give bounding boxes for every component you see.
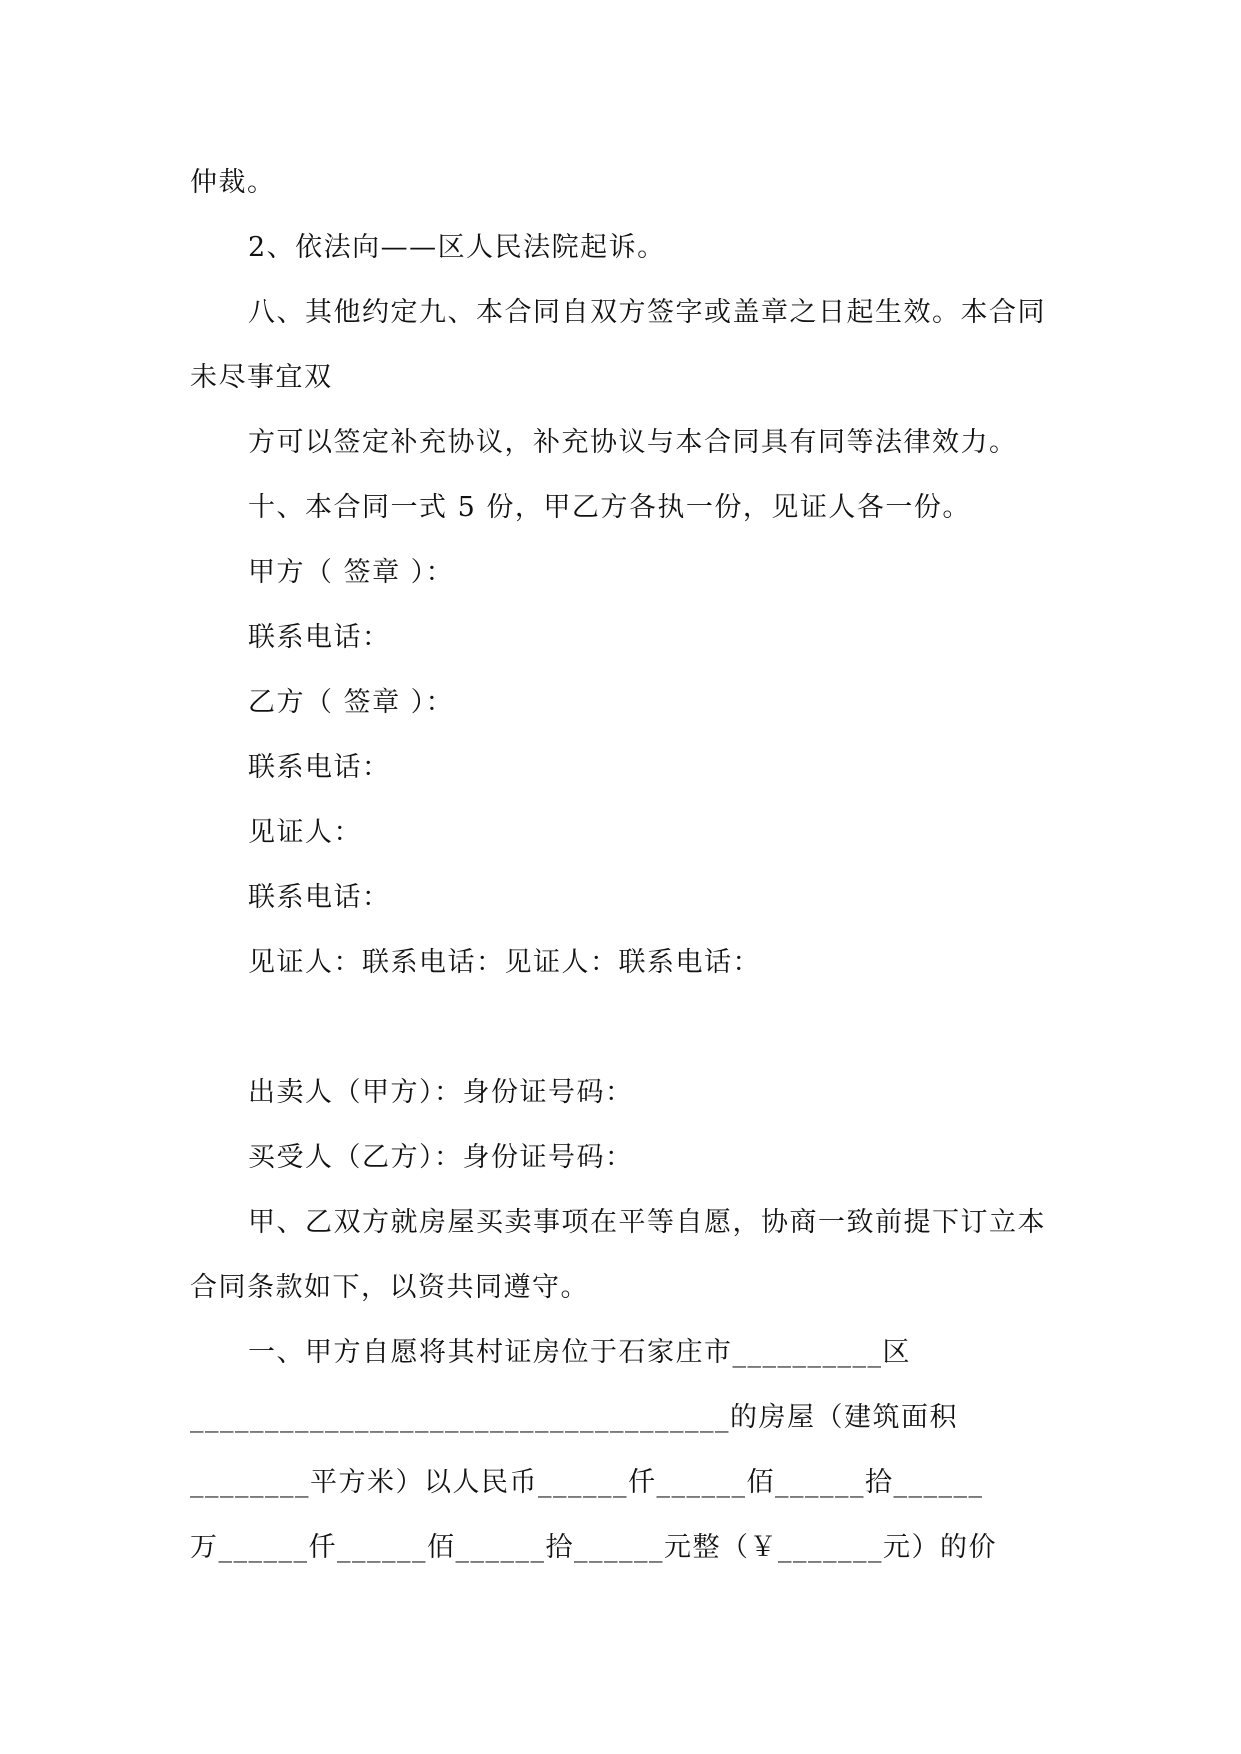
text-line: 乙方（ 签章 ）： xyxy=(248,687,455,718)
text-line: 甲、乙双方就房屋买卖事项在平等自愿，协商一致前提下订立本 xyxy=(248,1207,1046,1238)
text-line: 联系电话： xyxy=(248,622,391,653)
text-line: ____________________________________的房屋（建筑面积 xyxy=(190,1402,958,1433)
text-line: 八、其他约定九、本合同自双方签字或盖章之日起生效。本合同 xyxy=(248,297,1046,328)
text-line: ________平方米）以人民币______仟______佰______拾______ xyxy=(190,1467,984,1498)
text-line: 十、本合同一式 5 份，甲乙方各执一份，见证人各一份。 xyxy=(248,492,971,523)
text-line: 仲裁。 xyxy=(190,167,276,198)
text-line: 联系电话： xyxy=(248,882,391,913)
text-line: 未尽事宜双 xyxy=(190,362,333,393)
text-line: 一、甲方自愿将其村证房位于石家庄市__________区 xyxy=(248,1337,911,1368)
text-line: 2、依法向——区人民法院起诉。 xyxy=(248,232,666,263)
text-line: 见证人： xyxy=(248,817,362,848)
text-line: 甲方（ 签章 ）： xyxy=(248,557,455,588)
text-line: 方可以签定补充协议，补充协议与本合同具有同等法律效力。 xyxy=(248,427,1018,458)
text-line: 出卖人（甲方）：身份证号码： xyxy=(248,1077,634,1108)
text-line: 见证人：联系电话：见证人：联系电话： xyxy=(248,947,761,978)
text-line: 合同条款如下，以资共同遵守。 xyxy=(190,1272,589,1303)
text-line: 买受人（乙方）：身份证号码： xyxy=(248,1142,634,1173)
text-line: 万______仟______佰______拾______元整（￥_______元）的价 xyxy=(190,1532,997,1563)
text-line: 联系电话： xyxy=(248,752,391,783)
